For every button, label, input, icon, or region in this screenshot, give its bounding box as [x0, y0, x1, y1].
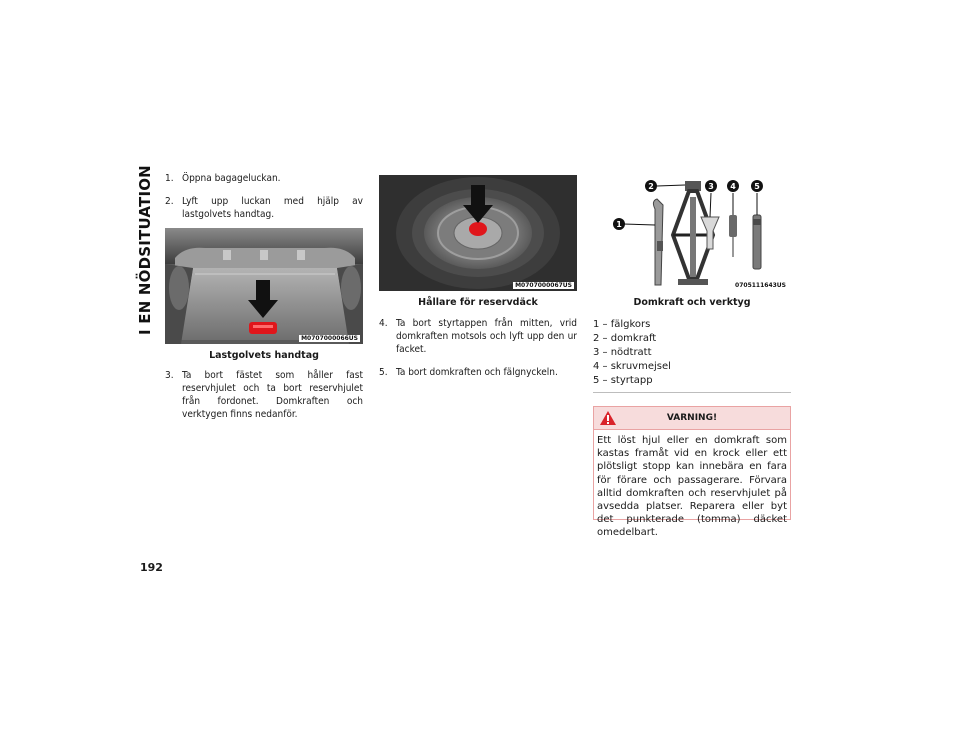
jack-tools-illustration — [593, 175, 791, 291]
warning-header — [594, 407, 790, 430]
spare-tire-illustration — [379, 175, 577, 291]
svg-text:5: 5 — [754, 182, 760, 191]
column-2-steps — [379, 317, 577, 389]
legend-item: 5 – styrtapp — [593, 375, 653, 386]
step-1: 1. Öppna bagageluckan. — [165, 173, 281, 184]
page-number: 192 — [140, 561, 163, 574]
legend-item: 2 – domkraft — [593, 333, 657, 344]
warning-text: Ett löst hjul eller en domkraft som kastas framåt vid en krock eller ett plötsligt stopp kan innebära en fara för förare och passagerare. Förvara alltid domkraften och reservhjulet på avsedda platser. Reparera eller byt det punkterade (tomma) däcket omedelbart. — [597, 435, 787, 539]
column-1-steps-bottom — [165, 369, 363, 431]
legend-divider — [593, 392, 791, 393]
step-4: 4. Ta bort styrtappen från mitten, vrid domkraften motsols och lyft upp den ur facket. — [379, 318, 577, 355]
warning-box — [593, 406, 791, 539]
svg-text:1: 1 — [616, 220, 622, 229]
svg-text:2: 2 — [648, 182, 654, 191]
legend-item: 1 – fälgkors — [593, 319, 651, 330]
svg-text:3: 3 — [708, 182, 714, 191]
column-1 — [165, 172, 363, 231]
parts-legend — [593, 318, 791, 393]
step-2: 2. Lyft upp luckan med hjälp av lastgolvets handtag. — [165, 196, 363, 220]
legend-item: 3 – nödtratt — [593, 347, 652, 358]
figure-caption-jack-tools: Domkraft och verktyg — [633, 297, 751, 308]
hub-pin — [469, 222, 487, 236]
warning-triangle-icon — [599, 410, 617, 426]
section-title: I EN NÖDSITUATION — [136, 165, 155, 335]
step-3: 3. Ta bort fästet som håller fast reservhjulet och ta bort reservhjulet från fordonet. Domkraften och verktygen finns nedanför. — [165, 370, 363, 420]
warning-title: VARNING! — [666, 413, 718, 423]
step-5: 5. Ta bort domkraften och fälgnyckeln. — [379, 367, 558, 378]
pin-icon — [753, 215, 761, 269]
figure-caption-cargo-floor: Lastgolvets handtag — [209, 350, 319, 361]
legend-item: 4 – skruvmejsel — [593, 361, 671, 372]
spare-tire-photo: M0707000067US — [379, 175, 577, 291]
jack-tools-figure: 1 2 3 4 5 0705111643US — [593, 175, 791, 291]
cargo-floor-photo: M0707000066US — [165, 228, 363, 344]
cargo-floor-illustration — [165, 228, 363, 344]
svg-text:4: 4 — [730, 182, 736, 191]
figure-caption-spare-tire: Hållare för reservdäck — [418, 297, 538, 308]
